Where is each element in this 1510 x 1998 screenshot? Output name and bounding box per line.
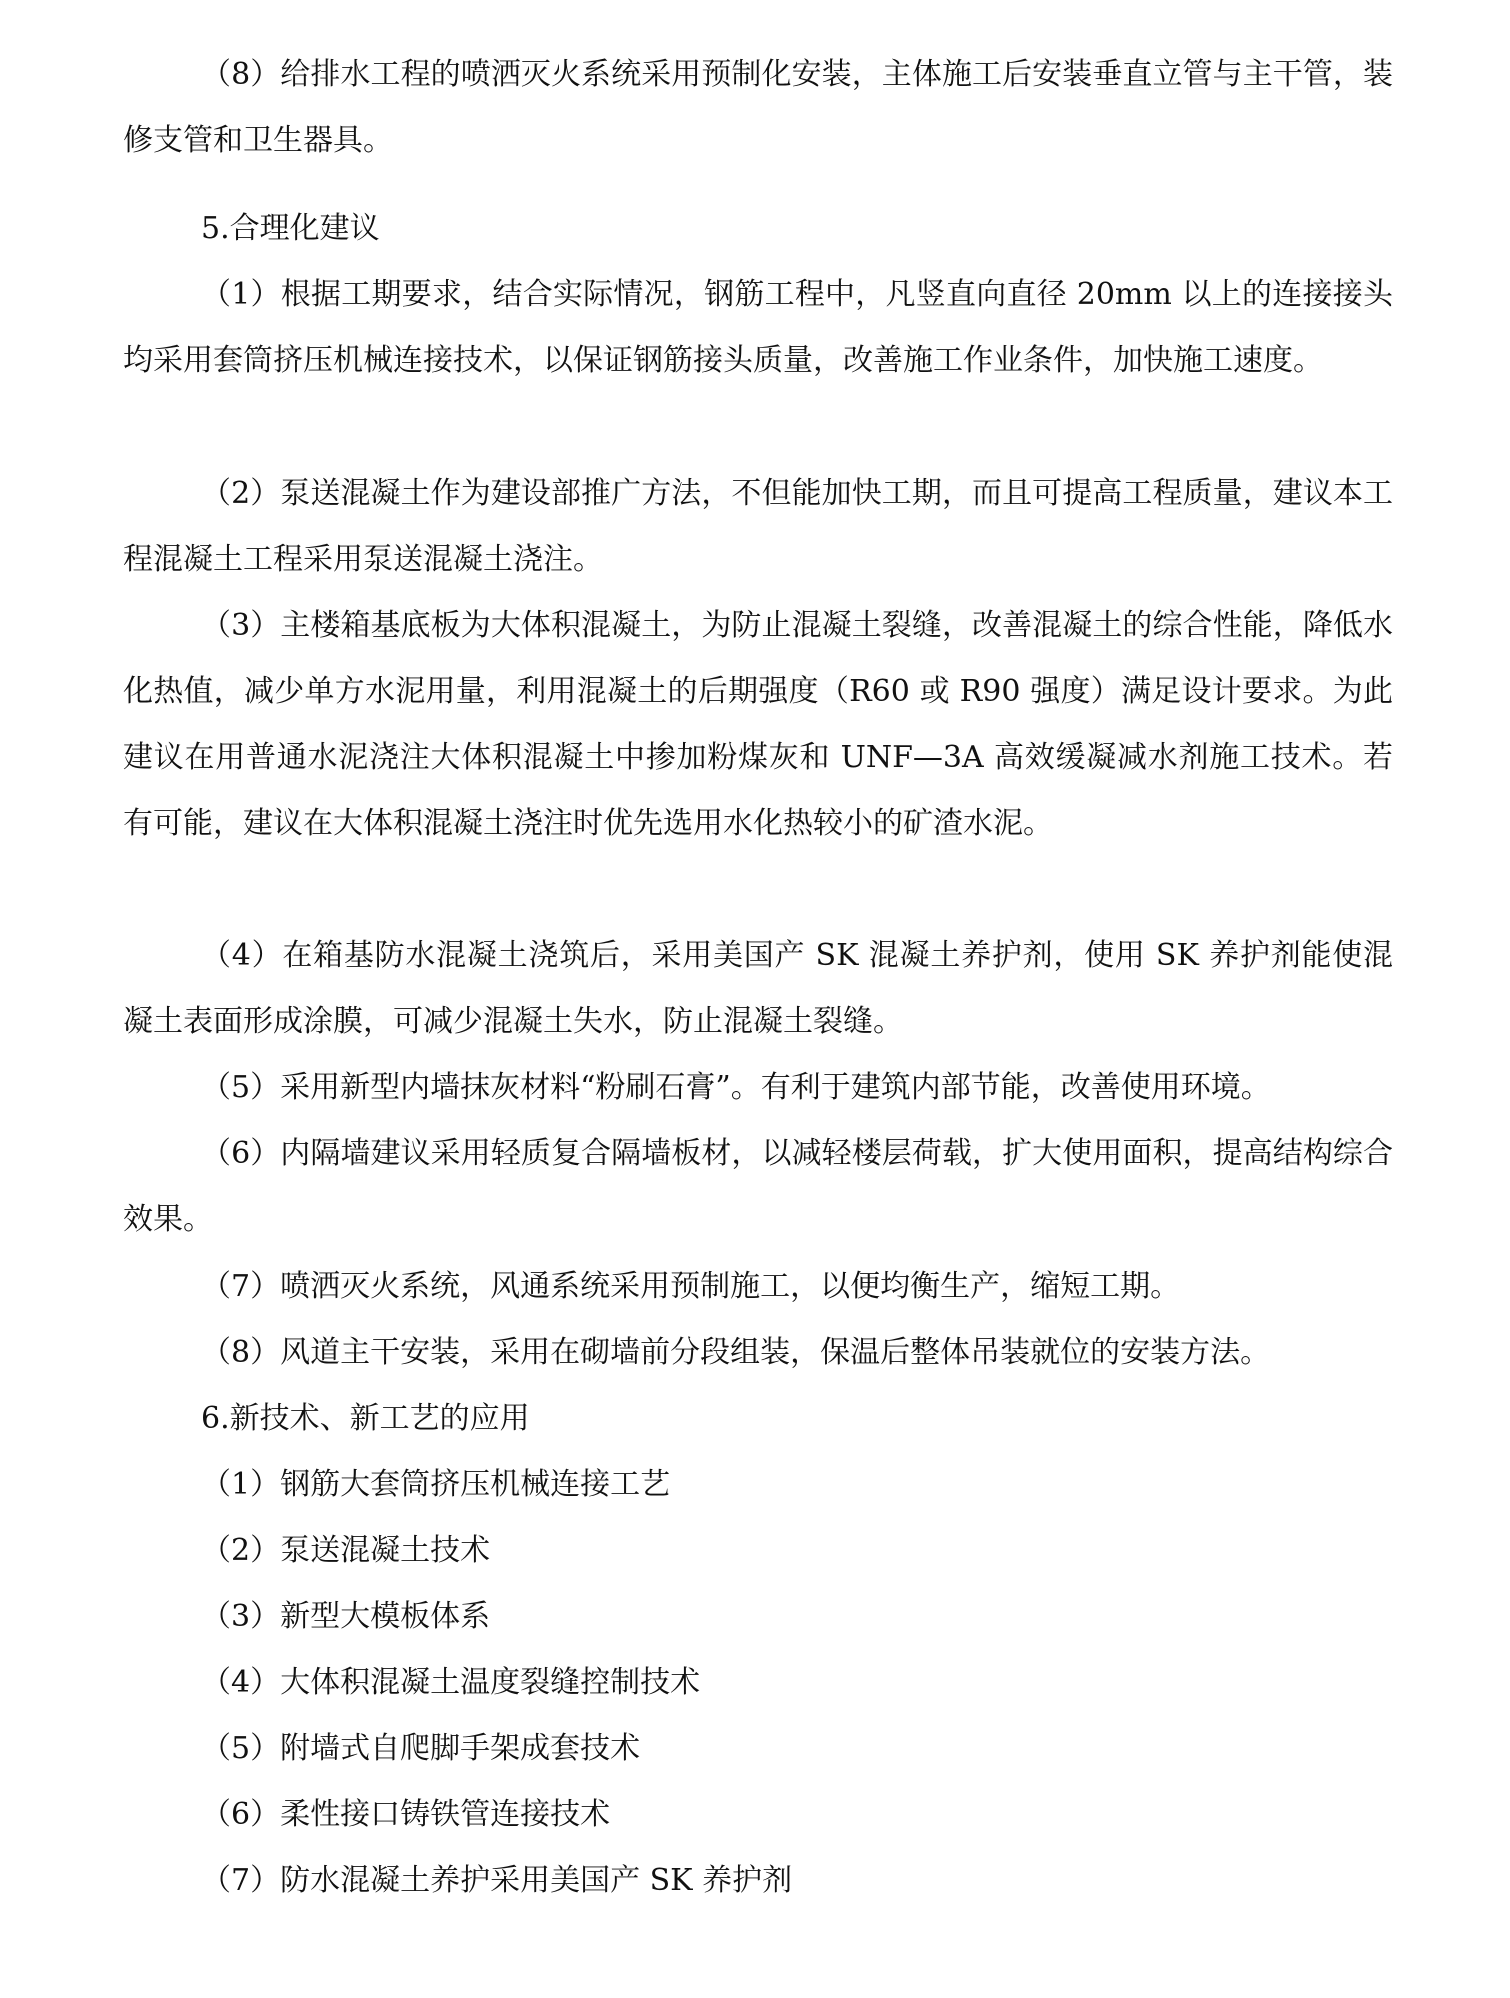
paragraph-8-plumbing-sprinkler: （8）给排水工程的喷洒灭火系统采用预制化安装，主体施工后安装垂直立管与主干管，装修支管和卫生器具。 xyxy=(123,57,1393,158)
suggestion-4-sk-curing-agent: （4）在箱基防水混凝土浇筑后，采用美国产 SK 混凝土养护剂，使用 SK 养护剂能使混凝土表面形成涂膜，可减少混凝土失水，防止混凝土裂缝。 xyxy=(123,938,1393,1039)
suggestion-6-partition-boards: （6）内隔墙建议采用轻质复合隔墙板材，以减轻楼层荷载，扩大使用面积，提高结构综合效果。 xyxy=(123,1136,1393,1237)
tech-item-5: （5）附墙式自爬脚手架成套技术 xyxy=(201,1731,641,1766)
suggestion-2-pumped-concrete: （2）泵送混凝土作为建设部推广方法，不但能加快工期，而且可提高工程质量，建议本工程混凝土工程采用泵送混凝土浇注。 xyxy=(123,476,1393,577)
suggestion-3-mass-concrete: （3）主楼箱基底板为大体积混凝土，为防止混凝土裂缝，改善混凝土的综合性能，降低水化热值，减少单方水泥用量，利用混凝土的后期强度（R60 或 R90 强度）满足设计要求。为此建议在用普通水泥浇注大体积混凝土中掺加粉煤灰和 UNF—3A 高效缓凝减水剂施工技术。若有可能，建议在大体积混凝土浇注时优先选用水化热较小的矿渣水泥。 xyxy=(123,608,1393,841)
suggestion-5-plaster-gypsum: （5）采用新型内墙抹灰材料“粉刷石膏”。有利于建筑内部节能，改善使用环境。 xyxy=(201,1070,1271,1105)
tech-item-7: （7）防水混凝土养护采用美国产 SK 养护剂 xyxy=(201,1863,793,1898)
suggestion-8-air-duct: （8）风道主干安装，采用在砌墙前分段组装，保温后整体吊装就位的安装方法。 xyxy=(201,1335,1271,1370)
tech-item-6: （6）柔性接口铸铁管连接技术 xyxy=(201,1797,611,1832)
tech-item-2: （2）泵送混凝土技术 xyxy=(201,1533,491,1568)
tech-item-4: （4）大体积混凝土温度裂缝控制技术 xyxy=(201,1665,701,1700)
section-heading-5-suggestions: 5.合理化建议 xyxy=(201,211,380,246)
tech-item-1: （1）钢筋大套筒挤压机械连接工艺 xyxy=(201,1467,671,1502)
tech-item-3: （3）新型大模板体系 xyxy=(201,1599,491,1634)
suggestion-7-prefab-sprinkler: （7）喷洒灭火系统，风通系统采用预制施工，以便均衡生产，缩短工期。 xyxy=(201,1269,1181,1304)
section-heading-6-new-tech: 6.新技术、新工艺的应用 xyxy=(201,1401,530,1436)
suggestion-1-rebar-sleeve: （1）根据工期要求，结合实际情况，钢筋工程中，凡竖直向直径 20mm 以上的连接接头均采用套筒挤压机械连接技术，以保证钢筋接头质量，改善施工作业条件，加快施工速度。 xyxy=(123,277,1393,378)
